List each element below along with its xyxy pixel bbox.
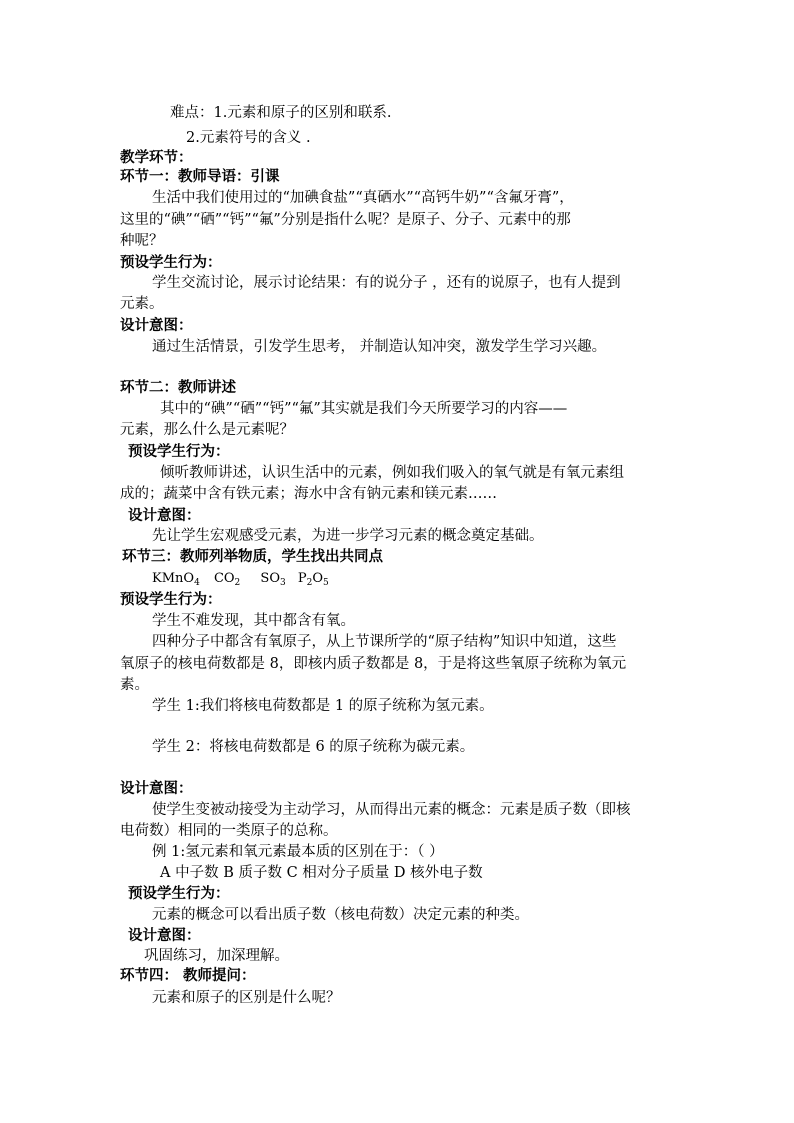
example-options: A 中子数 B 质子数 C 相对分子质量 D 核外电子数 <box>160 865 483 881</box>
paragraph-line: 氧原子的核电荷数都是 8，即核内质子数都是 8，于是将这些氧原子统称为氧元 <box>120 656 627 672</box>
paragraph-line: 这里的“碘”“硒”“钙”“氟”分别是指什么呢？是原子、分子、元素中的那 <box>120 212 571 228</box>
student-behavior-heading: 预设学生行为： <box>128 443 230 460</box>
paragraph-line: 学生交流讨论，展示讨论结果：有的说分子 ，还有的说原子，也有人提到 <box>152 275 621 291</box>
paragraph-line: 素。 <box>120 677 149 693</box>
paragraph-line: 巩固练习，加深理解。 <box>144 948 289 964</box>
paragraph-line: 元素。 <box>120 296 164 312</box>
paragraph-line: 电荷数）相同的一类原子的总称。 <box>120 823 338 839</box>
paragraph-line: 元素的概念可以看出质子数（核电荷数）决定元素的种类。 <box>152 907 529 923</box>
student-behavior-heading: 预设学生行为： <box>120 591 222 608</box>
design-intent-heading: 设计意图： <box>128 507 201 524</box>
step-1-heading: 环节一：教师导语：引课 <box>120 168 280 185</box>
paragraph-line: 四种分子中都含有氧原子，从上节课所学的“原子结构”知识中知道，这些 <box>152 634 617 650</box>
paragraph-line: 使学生变被动接受为主动学习，从而得出元素的概念：元素是质子数（即核 <box>152 802 631 818</box>
formula-kmno4: KMnO$_4$ <box>152 571 200 588</box>
chemical-formulas <box>152 569 329 589</box>
step-4-heading: 环节四： 教师提问： <box>120 967 256 984</box>
example-question: 例 1:氢元素和氧元素最本质的区别在于：（ ） <box>152 844 444 860</box>
paragraph-line: 先让学生宏观感受元素，为进一步学习元素的概念奠定基础。 <box>152 528 544 544</box>
paragraph-line: 成的；蔬菜中含有铁元素；海水中含有钠元素和镁元素…… <box>120 486 497 502</box>
step-3-heading: 环节三：教师列举物质，学生找出共同点 <box>122 548 383 565</box>
paragraph-line: 学生不难发现，其中都含有氧。 <box>152 613 355 629</box>
paragraph-line: 其中的“碘”“硒”“钙”“氟”其实就是我们今天所要学习的内容—— <box>160 401 568 417</box>
student-behavior-heading: 预设学生行为： <box>128 885 230 902</box>
paragraph-line: 学生 2：将核电荷数都是 6 的原子统称为碳元素。 <box>152 739 475 755</box>
section-heading-teaching: 教学环节： <box>120 149 193 166</box>
difficulty-point-2: 2.元素符号的含义 . <box>186 130 311 146</box>
paragraph-line: 通过生活情景，引发学生思考， 并制造认知冲突，激发学生学习兴趣。 <box>152 339 607 355</box>
design-intent-heading: 设计意图： <box>120 317 193 334</box>
paragraph-line: 倾听教师讲述，认识生活中的元素，例如我们吸入的氧气就是有氧元素组 <box>160 465 624 481</box>
paragraph-line: 学生 1:我们将核电荷数都是 1 的原子统称为氢元素。 <box>152 698 494 714</box>
formula-so3: $SO_3$ <box>260 571 286 588</box>
formula-p2o5: $P_2O_5$ <box>297 571 329 588</box>
student-behavior-heading: 预设学生行为： <box>120 254 222 271</box>
paragraph-line: 生活中我们使用过的“加碘食盐”“真硒水”“高钙牛奶”“含氟牙膏”， <box>152 190 574 206</box>
design-intent-heading: 设计意图： <box>128 927 201 944</box>
paragraph-line: 元素，那么什么是元素呢？ <box>120 422 294 438</box>
design-intent-heading: 设计意图： <box>120 780 193 797</box>
formula-co2: $CO_2$ <box>213 571 241 588</box>
difficulty-point-1: 难点：1.元素和原子的区别和联系. <box>170 105 392 121</box>
step-2-heading: 环节二：教师讲述 <box>120 379 236 396</box>
paragraph-line: 种呢？ <box>120 233 164 249</box>
paragraph-line: 元素和原子的区别是什么呢？ <box>152 990 341 1006</box>
